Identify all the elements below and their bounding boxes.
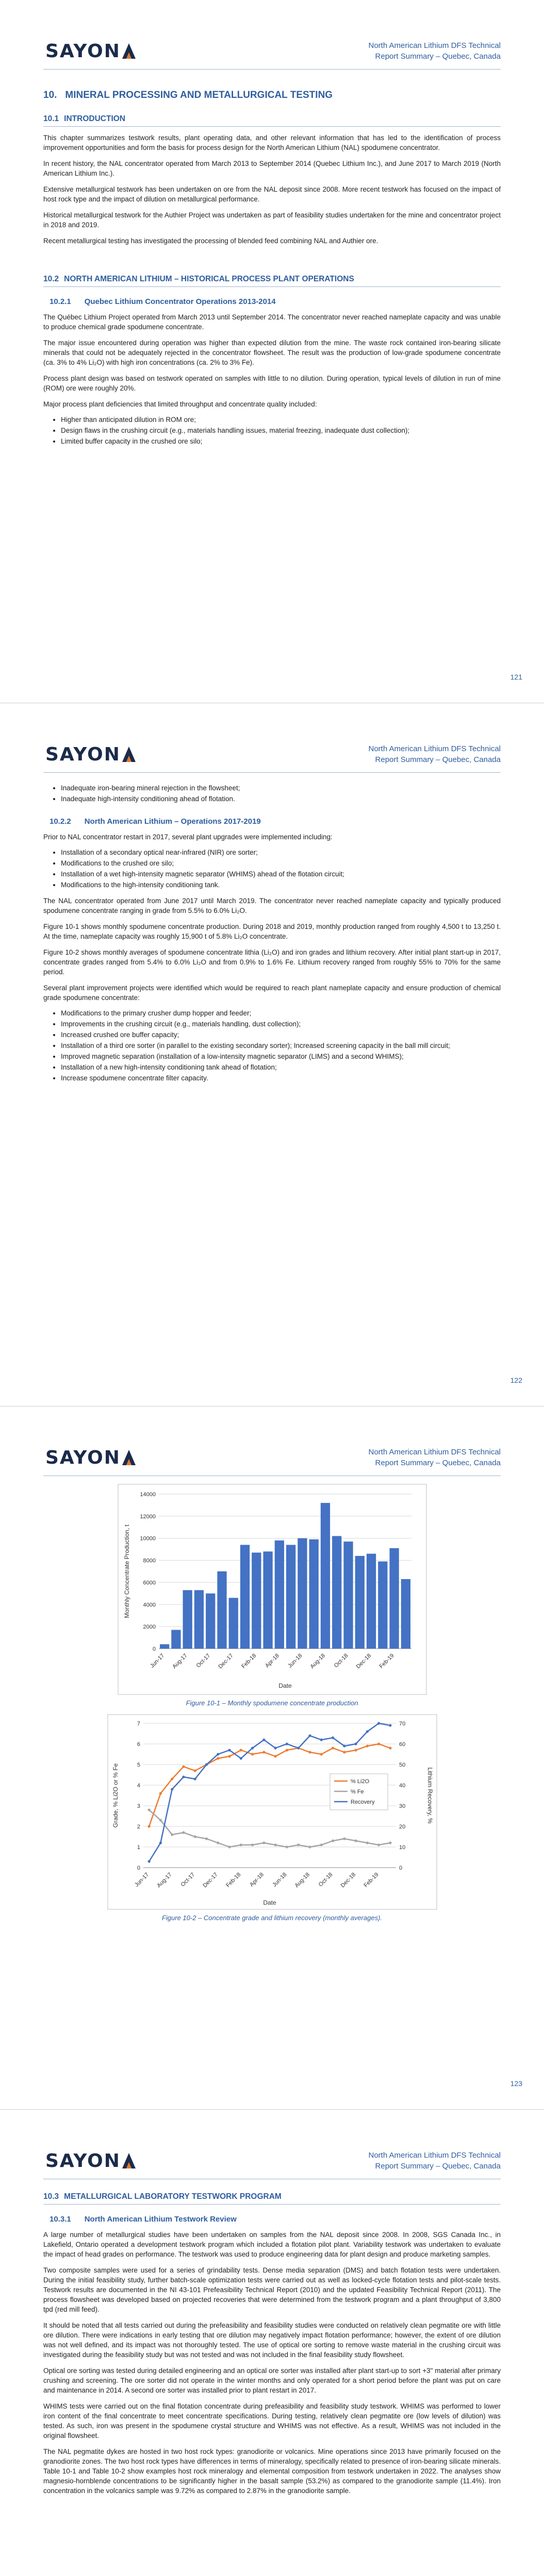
header-line-1: North American Lithium DFS Technical xyxy=(368,41,501,50)
header-line-2: Report Summary – Quebec, Canada xyxy=(375,755,501,764)
y-tick-label: 0 xyxy=(152,1646,156,1652)
data-point-fe xyxy=(193,1835,196,1838)
data-point-fe xyxy=(366,1841,368,1844)
data-point-fe xyxy=(377,1843,380,1846)
paragraph: A large number of metallurgical studies have been undertaken on samples from the NAL deposit since 2008. In 2008, SGS Canada Inc., in Lakefield, Ontario operated a development testwork program which included a flotation pilot plant. Variability testwork was undertaken to evaluate the impact of head grades on performance. The testwork was used to produce engineering data for plant design and produce marketing samples. xyxy=(43,2231,501,2258)
subsubsection-heading xyxy=(50,2215,501,2224)
paragraph: Optical ore sorting was tested during detailed engineering and an optical ore sorter was installed after plant start-up to sort +3" material after primary crushing and screening. The ore sorter did not operate in the winter months and only operated for a short period before the plant was put on care and maintenance in 2014. A second ore sorter was installed prior to plant restart in 2017. xyxy=(43,2367,501,2394)
bar xyxy=(263,1551,272,1649)
data-point-li2o xyxy=(251,1753,253,1755)
header-line-1: North American Lithium DFS Technical xyxy=(368,2151,501,2160)
subsection-title: NORTH AMERICAN LITHIUM – HISTORICAL PROCESS PLANT OPERATIONS xyxy=(64,275,354,283)
subsubsection-heading xyxy=(50,297,501,306)
list-item: • Increase spodumene concentrate filter capacity. xyxy=(61,1074,501,1083)
x-tick-label: Apr-18 xyxy=(248,1871,265,1888)
data-point-fe xyxy=(308,1845,311,1848)
bar xyxy=(228,1598,238,1649)
data-point-fe xyxy=(239,1843,242,1846)
list-item: • Improvements in the crushing circuit (e.g., materials handling, dust collection); xyxy=(61,1020,501,1029)
x-tick-label: Aug-18 xyxy=(293,1871,311,1889)
y-tick-label: 5 xyxy=(137,1762,140,1768)
x-tick-label: Dec-18 xyxy=(339,1871,357,1889)
section-heading xyxy=(43,90,501,101)
bullet-list xyxy=(43,415,501,446)
list-item: • Inadequate iron-bearing mineral rejection in the flowsheet; xyxy=(61,784,501,793)
data-point-li2o xyxy=(182,1765,185,1768)
bar xyxy=(401,1579,410,1649)
data-point-li2o xyxy=(262,1751,265,1753)
data-point-li2o xyxy=(366,1744,368,1747)
list-item: • Improved magnetic separation (installation of a low-intensity magnetic separator (LIMS) and a second WHIMS); xyxy=(61,1052,501,1061)
x-tick-label: Jun-18 xyxy=(286,1652,304,1669)
paragraph: The Québec Lithium Project operated from March 2013 until September 2014. The concentrator never reached nameplate capacity and was unable to produce chemical grade spodumene concentrate. xyxy=(43,313,501,331)
y2-tick-label: 60 xyxy=(399,1741,405,1748)
data-point-fe xyxy=(320,1843,322,1846)
page-number: 122 xyxy=(510,1376,522,1384)
x-tick-label: Jun-17 xyxy=(149,1652,166,1669)
y2-tick-label: 40 xyxy=(399,1783,405,1789)
y2-axis-title: Lithium Recovery, % xyxy=(426,1767,434,1824)
page-header xyxy=(43,2143,501,2179)
paragraph: It should be noted that all tests carried out during the prefeasibility and feasibility studies were conducted on relatively clean pegmatite ore with little ore dilution. There were indications in early testing that ore dilution may negatively impact flotation performance; however, the extent of ore dilution was not well defined, and its impact was not thoroughly tested. The use of optical ore sorting to remove waste material in the crushing circuit was investigated during the feasibility study but was not tested and was not included in the final feasibility study flowsheet. xyxy=(43,2321,501,2359)
x-tick-label: Oct-18 xyxy=(317,1871,334,1888)
data-point-li2o xyxy=(354,1749,357,1751)
list-item: • Installation of a secondary optical near-infrared (NIR) ore sorter; xyxy=(61,848,501,857)
list-item: • Limited buffer capacity in the crushed ore silo; xyxy=(61,437,501,446)
data-point-recovery xyxy=(366,1730,368,1733)
bar xyxy=(206,1594,215,1649)
data-point-li2o xyxy=(343,1751,345,1753)
section-title: MINERAL PROCESSING AND METALLURGICAL TESTING xyxy=(65,90,333,100)
y2-tick-label: 50 xyxy=(399,1762,405,1768)
data-point-li2o xyxy=(274,1755,276,1757)
header-line-2: Report Summary – Quebec, Canada xyxy=(375,52,501,61)
data-point-recovery xyxy=(171,1788,173,1790)
data-point-li2o xyxy=(308,1751,311,1753)
bar xyxy=(378,1562,387,1649)
data-point-fe xyxy=(228,1845,230,1848)
y-tick-label: 12000 xyxy=(139,1513,156,1520)
data-point-fe xyxy=(354,1839,357,1842)
paragraph: This chapter summarizes testwork results, plant operating data, and other relevant information that has led to the identification of process improvement opportunities and form the basis for process design for the North American Lithium (NAL) spodumene concentrator. xyxy=(43,134,501,151)
bar xyxy=(343,1541,353,1649)
header-title xyxy=(369,743,501,765)
header-line-2: Report Summary – Quebec, Canada xyxy=(375,1459,501,1467)
y-tick-label: 2 xyxy=(137,1824,140,1830)
x-tick-label: Feb-19 xyxy=(378,1652,395,1670)
x-tick-label: Jun-17 xyxy=(133,1871,150,1888)
bar xyxy=(366,1554,375,1649)
paragraph: Process plant design was based on testwork operated on samples with little to no dilution. During operation, typical levels of dilution in run of mine (ROM) ore were roughly 20%. xyxy=(43,375,501,392)
y-axis-title: Grade, % Li2O or % Fe xyxy=(111,1763,119,1828)
page-header xyxy=(43,1439,501,1476)
data-point-recovery xyxy=(217,1753,219,1755)
data-point-recovery xyxy=(251,1747,253,1749)
header-line-1: North American Lithium DFS Technical xyxy=(368,1448,501,1456)
data-point-recovery xyxy=(193,1777,196,1780)
bar xyxy=(194,1590,203,1649)
subsection-heading xyxy=(43,275,501,287)
header-title xyxy=(369,40,501,62)
bullet-list xyxy=(43,1009,501,1083)
data-point-fe xyxy=(389,1841,391,1844)
paragraph: Prior to NAL concentrator restart in 2017, several plant upgrades were implemented including: xyxy=(43,833,333,841)
paragraph: Two composite samples were used for a series of grindability tests. Dense media separation (DMS) and batch flotation tests were undertaken. During the initial feasibility study, further batch-scale optimization tests were carried out as well as locked-cycle flotation tests and pilot-scale tests. Testwork results are documented in the NI 43-101 Prefeasibility Technical Report (2010) and the updated Feasibility Technical Report (2011). The process flowsheet was developed based on projected recoveries that were determined from the testwork program and a plant throughput of 3,800 tpd (red mill feed). xyxy=(43,2266,501,2313)
list-item: • Modifications to the high-intensity conditioning tank. xyxy=(61,880,501,890)
bar xyxy=(298,1538,307,1649)
figure-caption: Figure 10-2 – Concentrate grade and lithium recovery (monthly averages). xyxy=(161,1914,383,1922)
data-point-li2o xyxy=(320,1753,322,1755)
data-point-li2o xyxy=(285,1749,288,1751)
bar xyxy=(355,1556,364,1649)
paragraph: The NAL concentrator operated from June 2017 until March 2019. The concentrator never reached nameplate capacity and typically produced spodumene concentrate ranging in grade from 5.5% to 6.0% Li₂O. xyxy=(43,897,501,914)
legend-label: % Fe xyxy=(350,1789,364,1795)
data-point-recovery xyxy=(147,1860,150,1862)
paragraph: Several plant improvement projects were identified which would be required to reach plant nameplate capacity and ensure production of chemical grade spodumene concentrate: xyxy=(43,984,501,1002)
subsubsection-heading xyxy=(50,817,501,826)
x-tick-label: Dec-18 xyxy=(355,1652,372,1670)
page-header xyxy=(43,736,501,773)
y2-tick-label: 10 xyxy=(399,1844,405,1851)
bar xyxy=(274,1540,284,1649)
subsection-heading xyxy=(43,114,501,127)
list-item: • Installation of a third ore sorter (in parallel to the existing secondary sorter); Increased screening capacity in the ball mill circuit; xyxy=(61,1041,501,1050)
data-point-li2o xyxy=(331,1747,334,1749)
document-page xyxy=(0,0,544,703)
data-point-recovery xyxy=(389,1724,391,1726)
page-number: 123 xyxy=(510,2079,522,2088)
sayona-logo: SAYON xyxy=(45,741,137,767)
bar xyxy=(160,1644,169,1649)
data-point-fe xyxy=(251,1843,253,1846)
x-tick-label: Oct-17 xyxy=(195,1652,211,1669)
data-point-recovery xyxy=(205,1763,207,1766)
production-bar-chart xyxy=(118,1484,427,1695)
subsubsection-title: North American Lithium Testwork Review xyxy=(84,2215,237,2224)
list-item: • Increased crushed ore buffer capacity; xyxy=(61,1030,501,1040)
x-tick-label: Aug-17 xyxy=(155,1871,173,1889)
subsection-number: 10.3 xyxy=(43,2192,59,2201)
x-tick-label: Dec-17 xyxy=(201,1871,219,1889)
x-tick-label: Feb-19 xyxy=(362,1871,380,1889)
data-point-li2o xyxy=(159,1792,161,1794)
y2-tick-label: 70 xyxy=(399,1721,405,1727)
data-point-fe xyxy=(274,1843,276,1846)
sayona-logo: SAYON xyxy=(45,38,137,64)
list-item: • Inadequate high-intensity conditioning ahead of flotation. xyxy=(61,794,501,804)
y-tick-label: 4000 xyxy=(143,1602,156,1608)
x-tick-label: Feb-18 xyxy=(240,1652,257,1670)
legend-label: % Li2O xyxy=(350,1778,369,1785)
bar xyxy=(389,1548,399,1649)
bullet-list xyxy=(43,848,501,890)
bar xyxy=(320,1503,329,1649)
paragraph: Figure 10-1 shows monthly spodumene concentrate production. During 2018 and 2019, monthly production ranged from roughly 4,500 t to 13,250 t. At the time, nameplate capacity was roughly 15,900 t of 5.8% Li₂O concentrate. xyxy=(43,923,501,940)
paragraph: The major issue encountered during operation was higher than expected dilution from the mine. The waste rock contained iron-bearing silicate minerals that could not be adequately rejected in the concentrator flowsheet. The result was the production of low-grade spodumene concentrate (ca. 3% to 4% Li₂O) with high iron concentrations (ca. 2% to 3% Fe). xyxy=(43,339,501,366)
data-point-fe xyxy=(217,1841,219,1844)
data-point-fe xyxy=(297,1843,300,1846)
y-tick-label: 14000 xyxy=(139,1492,156,1498)
y-tick-label: 1 xyxy=(137,1844,140,1851)
bar xyxy=(171,1630,180,1649)
bar xyxy=(183,1590,192,1649)
subsection-number: 10.2 xyxy=(43,275,59,283)
data-point-li2o xyxy=(193,1769,196,1772)
data-point-recovery xyxy=(182,1775,185,1778)
y-tick-label: 6000 xyxy=(143,1580,156,1586)
y-tick-label: 10000 xyxy=(139,1535,156,1542)
y-tick-label: 6 xyxy=(137,1741,140,1748)
bar xyxy=(217,1571,226,1649)
list-item: • Higher than anticipated dilution in ROM ore; xyxy=(61,415,501,425)
header-title xyxy=(369,2150,501,2172)
data-point-li2o xyxy=(389,1747,391,1749)
subsection-title: INTRODUCTION xyxy=(64,114,125,123)
sayona-logo: SAYON xyxy=(45,1445,137,1470)
bar xyxy=(252,1553,261,1649)
subsection-number: 10.1 xyxy=(43,114,59,123)
header-title xyxy=(369,1447,501,1468)
data-point-li2o xyxy=(171,1777,173,1780)
x-tick-label: Apr-18 xyxy=(263,1652,281,1669)
data-point-fe xyxy=(331,1839,334,1842)
subsubsection-number: 10.3.1 xyxy=(50,2215,71,2224)
data-point-fe xyxy=(285,1845,288,1848)
paragraph: Recent metallurgical testing has investigated the processing of blended feed combining NAL and Authier ore. xyxy=(43,237,378,245)
y-tick-label: 8000 xyxy=(143,1557,156,1564)
bar xyxy=(309,1539,318,1649)
paragraph: Major process plant deficiencies that limited throughput and concentrate quality included: xyxy=(43,400,317,408)
data-point-li2o xyxy=(377,1742,380,1745)
document-page xyxy=(0,1406,544,2110)
x-tick-label: Oct-18 xyxy=(333,1652,350,1669)
list-item: • Design flaws in the crushing circuit (e.g., materials handling issues, material freezing, inadequate dust collection); xyxy=(61,426,501,435)
x-tick-label: Oct-17 xyxy=(179,1871,196,1888)
x-tick-label: Jun-18 xyxy=(271,1871,288,1888)
y2-tick-label: 20 xyxy=(399,1824,405,1830)
data-point-fe xyxy=(205,1837,207,1840)
paragraph: Historical metallurgical testwork for the Authier Project was undertaken as part of feasibility studies undertaken for the mine and concentrator project in 2018 and 2019. xyxy=(43,211,501,229)
data-point-fe xyxy=(182,1831,185,1834)
x-tick-label: Feb-18 xyxy=(224,1871,242,1889)
data-point-fe xyxy=(171,1833,173,1836)
y-tick-label: 0 xyxy=(137,1865,140,1871)
x-axis-title: Date xyxy=(262,1899,276,1906)
y2-tick-label: 0 xyxy=(399,1865,402,1871)
subsection-title: METALLURGICAL LABORATORY TESTWORK PROGRAM xyxy=(64,2192,282,2201)
y-tick-label: 4 xyxy=(137,1783,140,1789)
sayona-logo: SAYON xyxy=(45,2148,137,2174)
page-number: 121 xyxy=(510,673,522,681)
list-item: • Installation of a new high-intensity conditioning tank ahead of flotation; xyxy=(61,1063,501,1072)
x-tick-label: Aug-18 xyxy=(308,1652,326,1670)
y-axis-title: Monthly Concentrate Production, t xyxy=(123,1524,130,1618)
data-point-recovery xyxy=(297,1747,300,1749)
document-page xyxy=(0,2110,544,2576)
data-point-li2o xyxy=(239,1749,242,1751)
header-line-2: Report Summary – Quebec, Canada xyxy=(375,2162,501,2171)
data-point-recovery xyxy=(262,1738,265,1741)
document-page xyxy=(0,703,544,1406)
data-point-fe xyxy=(159,1819,161,1821)
data-point-recovery xyxy=(159,1841,161,1844)
data-point-li2o xyxy=(217,1757,219,1759)
data-point-recovery xyxy=(331,1736,334,1739)
y2-tick-label: 30 xyxy=(399,1803,405,1809)
data-point-li2o xyxy=(147,1825,150,1827)
list-item: • Modifications to the crushed ore silo; xyxy=(61,859,501,868)
bullet-list xyxy=(43,784,501,804)
x-tick-label: Dec-17 xyxy=(217,1652,235,1670)
data-point-recovery xyxy=(308,1734,311,1737)
paragraph: In recent history, the NAL concentrator operated from March 2013 to September 2014 (Quebec Lithium Inc.), and June 2017 to March 2019 (North American Lithium Inc.). xyxy=(43,160,501,177)
data-point-recovery xyxy=(320,1738,322,1741)
paragraph: The NAL pegmatite dykes are hosted in two host rock types: granodiorite or volcanics. Mine operations since 2013 have primarily focused on the granodiorite zones. The two host rock types have differences in terms of mineralogy, specifically related to presence of iron-bearing silicate minerals. Table 10-1 and Table 10-2 show examples host rock mineralogy and elemental composition from testwork undertaken in 2022. The analyses show magnesio-hornblende concentrations to be significantly higher in the basalt sample (53.2%) as compared to the granodiorite sample (11.4%). Iron concentration in the volcanics sample was 9.72% as compared to 2.87% in the granodiorite sample. xyxy=(43,2448,501,2495)
bar xyxy=(332,1536,341,1649)
list-item: • Modifications to the primary crusher dump hopper and feeder; xyxy=(61,1009,501,1018)
legend-label: Recovery xyxy=(350,1799,374,1805)
x-tick-label: Aug-17 xyxy=(171,1652,189,1670)
paragraph: Extensive metallurgical testwork has been undertaken on ore from the NAL deposit since 2008. More recent testwork has focused on the impact of host rock type and the impact of dilution on metallurgical performance. xyxy=(43,185,501,203)
data-point-recovery xyxy=(343,1744,345,1747)
figure-caption: Figure 10-1 – Monthly spodumene concentrate production xyxy=(186,1699,358,1707)
paragraph: WHIMS tests were carried out on the final flotation concentrate during prefeasibility and feasibility study testwork. WHIMS was performed to lower iron content of the final concentrate to meet concentrate specifications. During testing, relatively clean pegmatite ore (low levels of dilution) was tested. As such, iron was present in the spodumene crystal structure and WHIMS was not effective. As a result, WHIMS was not included in the original flowsheet. xyxy=(43,2402,501,2439)
data-point-fe xyxy=(147,1808,150,1811)
subsubsection-title: North American Lithium – Operations 2017-2019 xyxy=(84,817,261,826)
data-point-recovery xyxy=(274,1747,276,1749)
y-tick-label: 2000 xyxy=(143,1624,156,1631)
y-tick-label: 3 xyxy=(137,1803,140,1809)
subsubsection-title: Quebec Lithium Concentrator Operations 2013-2014 xyxy=(84,297,276,306)
data-point-li2o xyxy=(228,1755,230,1757)
page-header xyxy=(43,33,501,70)
bar xyxy=(240,1545,249,1649)
header-line-1: North American Lithium DFS Technical xyxy=(368,744,501,753)
subsubsection-number: 10.2.1 xyxy=(50,297,71,306)
data-point-recovery xyxy=(285,1742,288,1745)
grade-recovery-line-chart xyxy=(107,1714,437,1910)
data-point-recovery xyxy=(377,1722,380,1724)
data-point-recovery xyxy=(354,1742,357,1745)
section-number: 10. xyxy=(43,90,57,100)
data-point-recovery xyxy=(228,1749,230,1751)
bar xyxy=(286,1545,295,1649)
list-item: • Installation of a wet high-intensity magnetic separator (WHIMS) ahead of the flotation circuit; xyxy=(61,870,501,879)
data-point-fe xyxy=(343,1837,345,1840)
subsubsection-number: 10.2.2 xyxy=(50,817,71,826)
subsection-heading xyxy=(43,2192,501,2205)
data-point-recovery xyxy=(239,1757,242,1759)
data-point-fe xyxy=(262,1841,265,1844)
y-tick-label: 7 xyxy=(137,1721,140,1727)
paragraph: Figure 10-2 shows monthly averages of spodumene concentrate lithia (Li₂O) and iron grades and lithium recovery. After initial plant start-up in 2017, concentrate grades ranged from 5.4% to 6.0% Li₂O and from 0.9% to 1.6% Fe. Lithium recovery ranged from roughly 55% to 70% for the same period. xyxy=(43,948,501,976)
x-axis-title: Date xyxy=(278,1682,292,1689)
